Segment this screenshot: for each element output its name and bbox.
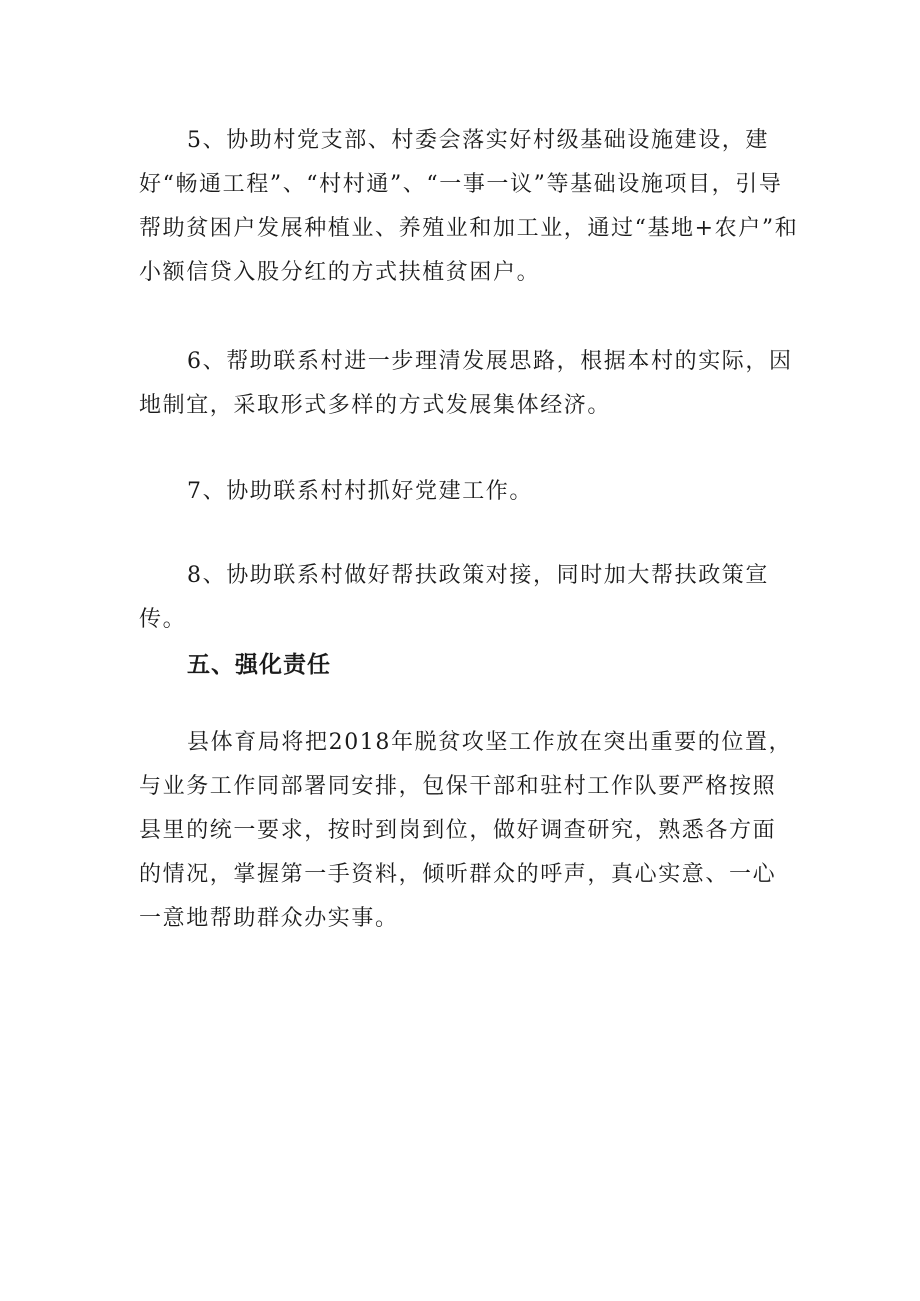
paragraph-item-7: 7、协助联系村村抓好党建工作。 <box>187 479 533 504</box>
paragraph-item-8: 8、协助联系村做好帮扶政策对接，同时加大帮扶政策宣传。 <box>139 563 769 632</box>
paragraph-item-6: 6、帮助联系村进一步理清发展思路，根据本村的实际，因地制宜，采取形式多样的方式发展集体经济。 <box>139 349 793 418</box>
paragraph-item-5: 5、协助村党支部、村委会落实好村级基础设施建设，建好“畅通工程”、“村村通”、“一事一议”等基础设施项目，引导帮助贫困户发展种植业、养殖业和加工业，通过“基地+农户”和小额信贷入股分红的方式扶植贫困户。 <box>139 128 799 285</box>
paragraph-responsibility: 县体育局将把2018年脱贫攻坚工作放在突出重要的位置，与业务工作同部署同安排，包保干部和驻村工作队要严格按照县里的统一要求，按时到岗到位，做好调查研究，熟悉各方面的情况，掌握第一手资料，倾听群众的呼声，真心实意、一心一意地帮助群众办实事。 <box>139 730 793 931</box>
section-heading: 五、强化责任 <box>187 652 331 678</box>
